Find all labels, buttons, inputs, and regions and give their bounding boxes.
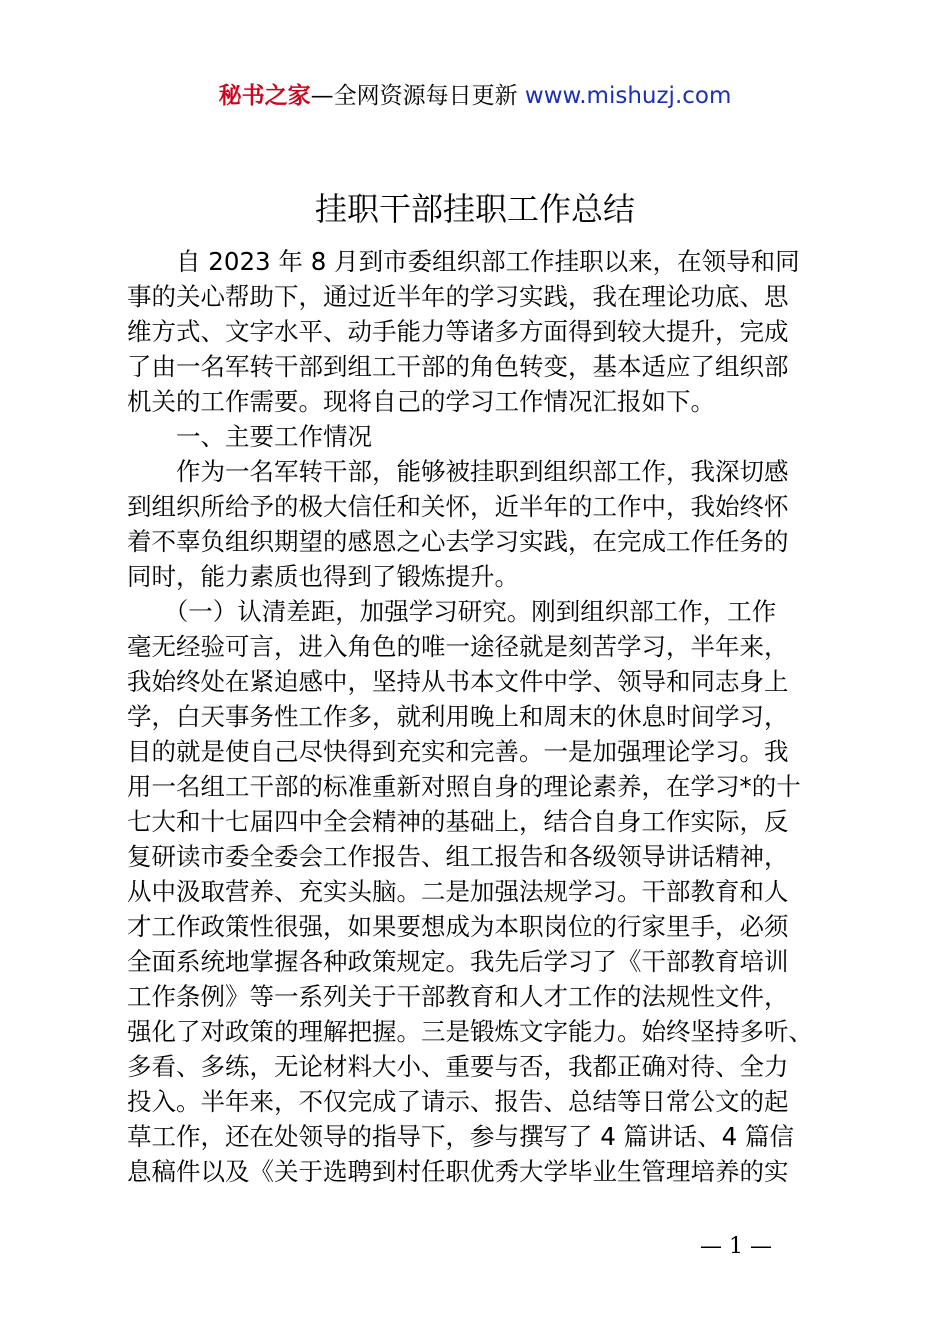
body-line: 到组织所给予的极大信任和关怀，近半年的工作中，我始终怀 — [127, 492, 789, 521]
body-line: 作为一名军转干部，能够被挂职到组织部工作，我深切感 — [127, 457, 789, 486]
body-line: 着不辜负组织期望的感恩之心去学习实践，在完成工作任务的 — [127, 527, 789, 556]
body-line: （一）认清差距，加强学习研究。刚到组织部工作，工作 — [127, 597, 777, 626]
body-line: 同时，能力素质也得到了锻炼提升。 — [127, 562, 519, 591]
body-line: 草工作，还在处领导的指导下，参与撰写了 4 篇讲话、4 篇信 — [127, 1122, 795, 1151]
body-line: 复研读市委全委会工作报告、组工报告和各级领导讲话精神， — [127, 842, 789, 871]
banner-brand: 秘书之家 — [218, 83, 311, 109]
body-line: 七大和十七届四中全会精神的基础上，结合自身工作实际，反 — [127, 807, 789, 836]
body-line: 用一名组工干部的标准重新对照自身的理论素养，在学习*的十 — [127, 772, 801, 801]
banner-url-link[interactable]: www.mishuzj.com — [524, 83, 732, 109]
banner-tagline: —全网资源每日更新 — [310, 83, 518, 109]
body-line: 机关的工作需要。现将自己的学习工作情况汇报如下。 — [127, 387, 715, 416]
body-line: 毫无经验可言，进入角色的唯一途径就是刻苦学习，半年来， — [127, 632, 789, 661]
body-line: 投入。半年来，不仅完成了请示、报告、总结等日常公文的起 — [127, 1087, 789, 1116]
body-line: 全面系统地掌握各种政策规定。我先后学习了《干部教育培训 — [127, 947, 789, 976]
body-line: 维方式、文字水平、动手能力等诸多方面得到较大提升，完成 — [127, 317, 789, 346]
body-line: 强化了对政策的理解把握。三是锻炼文字能力。始终坚持多听、 — [127, 1017, 813, 1046]
body-line: 多看、多练，无论材料大小、重要与否，我都正确对待、全力 — [127, 1052, 789, 1081]
body-line: 自 2023 年 8 月到市委组织部工作挂职以来，在领导和同 — [127, 247, 800, 276]
body-line: 工作条例》等一系列关于干部教育和人才工作的法规性文件， — [127, 982, 789, 1011]
section-heading: 一、主要工作情况 — [127, 422, 372, 451]
body-line: 我始终处在紧迫感中，坚持从书本文件中学、领导和同志身上 — [127, 667, 789, 696]
site-banner — [0, 80, 950, 112]
document-title: 挂职干部挂职工作总结 — [314, 190, 635, 228]
document-body — [127, 244, 833, 1189]
body-line: 息稿件以及《关于选聘到村任职优秀大学毕业生管理培养的实 — [127, 1157, 789, 1186]
body-line: 事的关心帮助下，通过近半年的学习实践，我在理论功底、思 — [127, 282, 789, 311]
body-line: 目的就是使自己尽快得到充实和完善。一是加强理论学习。我 — [127, 737, 789, 766]
body-line: 才工作政策性很强，如果要想成为本职岗位的行家里手，必须 — [127, 912, 789, 941]
body-line: 从中汲取营养、充实头脑。二是加强法规学习。干部教育和人 — [127, 877, 789, 906]
page-number: — 1 — — [700, 1234, 772, 1259]
body-line: 了由一名军转干部到组工干部的角色转变，基本适应了组织部 — [127, 352, 789, 381]
body-line: 学，白天事务性工作多，就利用晚上和周末的休息时间学习， — [127, 702, 789, 731]
